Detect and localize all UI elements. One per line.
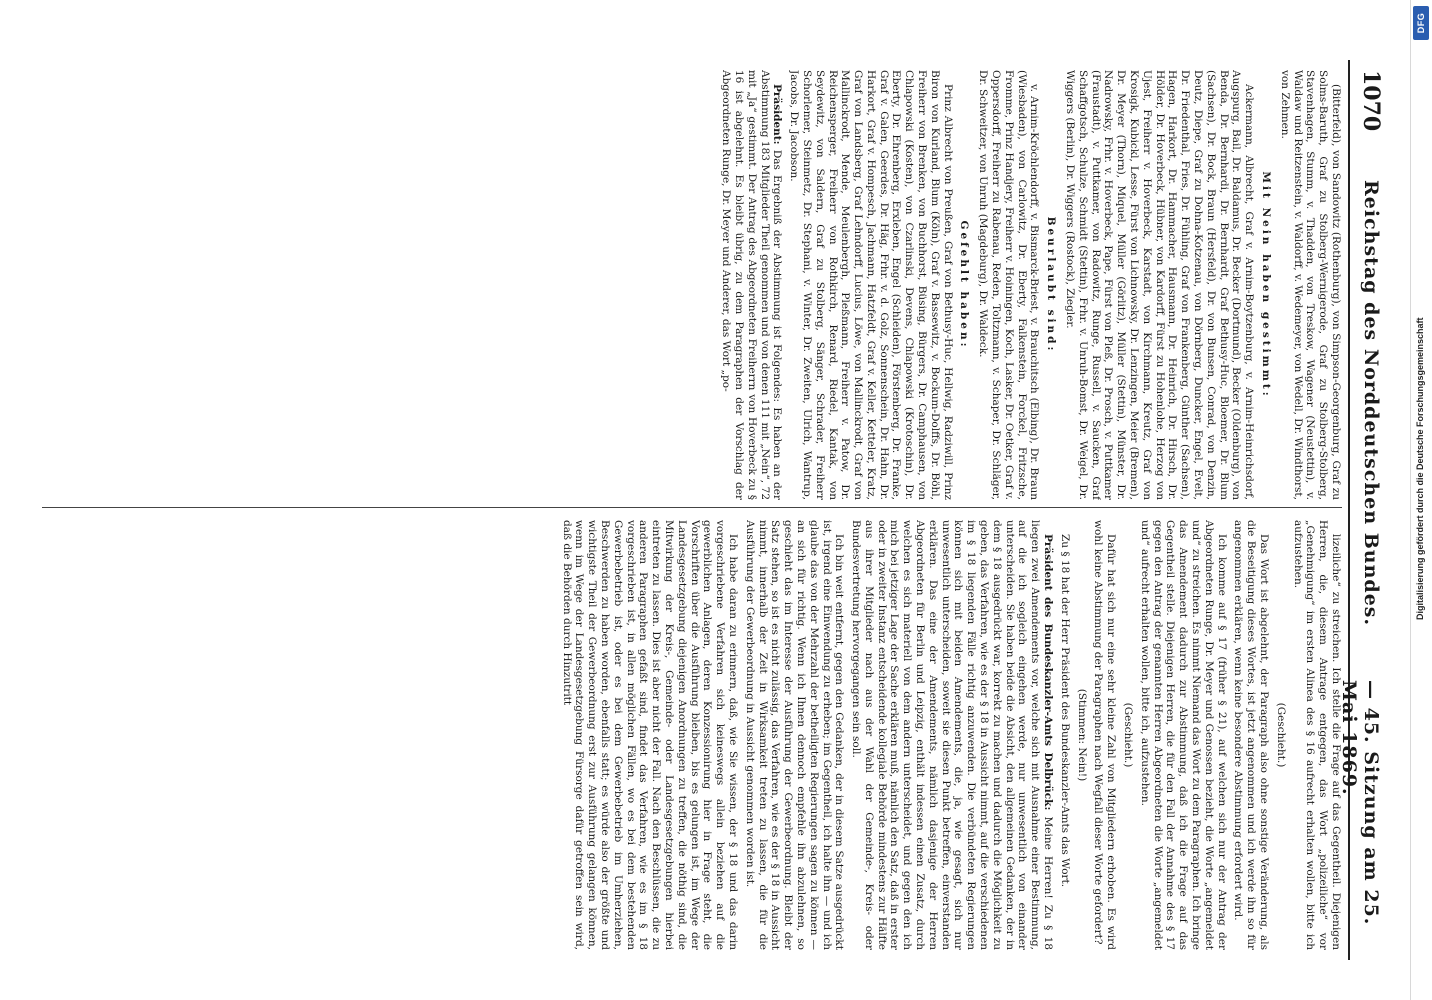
stage-direction: (Stimmen: Nein!): [1075, 688, 1088, 782]
dfg-funding-note: Digitalisierung gefördert durch die Deutsche Forschungsgemeinschaft: [1415, 317, 1425, 620]
column-divider: [42, 507, 1342, 508]
paragraph: Das Wort ist abgelehnt, der Paragraph also ohne sonstige Veränderung, als die Beseitigung dieses Wortes, ist jetzt angenommen und ich werde ihn so für angenommen erklären, wenn keine besondere Abstimmung erfordert wird.: [1232, 520, 1271, 950]
session-title: — 45. Sitzung am 25. Mai 1869.: [1338, 680, 1382, 926]
left-column: [42, 70, 1342, 500]
paragraph: Ich habe daran zu erinnern, daß, wie Sie wissen, der § 18 und das darin vorgeschriebene Verfahren sich keineswegs allein beziehen auf die gewerblichen Anlagen, deren Konzessionirung hier in Frage steht, die Vorschriften über die Ausführung bleiben, bis es gelungen ist, im Wege der Landesgesetzgebung diejenigen Anordnungen zu treffen, die nöthig sind, die Mitwirkung der Kreis-, Gemeinde- oder Landesgesetzgebungen hierbei eintreten zu lassen. Dies ist aber nicht der Fall. Nach den Beschlüssen, die zu anderen Paragraphen gefaßt sind, findet das Verfahren, wie es im § 18 vorgeschrieben ist, in allen möglichen Fällen, wo es bei dem bestehenden Gewerbebetrieb ist, oder es bei dem Gewerbebetrieb im Umherziehen, Beschwerden zu haben worden, ebenfalls statt; es würde also der größte und wichtigste Theil der Gewerbeordnung erst zur Ausführung gelangen können, wenn im Wege der Landesgesetzgebung Fürsorge dafür getroffen sein wird, daß die Behörden durch Hinzutritt: [560, 520, 739, 950]
speech-paragraph: [849, 520, 1054, 950]
nein-heading: Mit Nein haben gestimmt:: [1260, 171, 1273, 399]
speaker-label: Präsident:: [771, 84, 784, 145]
paragraph: lizeiliche“ zu streichen. Ich stelle die Frage auf das Gegentheil. Diejenigen Herren, die, diesem Antrage entgegen, das Wort „polizeiliche“ vor „Genehmigung“ im ersten Alinea des § 16 aufrecht erhalten wollen, bitte ich aufzustehen.: [1291, 520, 1342, 950]
stage-direction: (Geschieht.): [1274, 702, 1287, 768]
speech-text: Meine Herren! Zu § 18 liegen zwei Amendements vor, welche sich mit Ausnahme einer Bestimmung, auf die ich sogleich eingehen werde, nur unwesentlich von einander unterscheiden. Sie haben beide die Absicht, den allgemeinen Gedanken, der in dem § 18 ausgedrückt war, korrekt zu machen und dadurch die Möglichkeit zu geben, das Verfahren, wie es der § 18 in Aussicht nimmt, auf die verschiedenen im § 18 liegenden Fälle richtig anzuwenden. Die verbündeten Regierungen können sich mit beiden Amendements, die, ja, wie gesagt, sich nur unwesentlich unterscheiden, soweit sie diesen Punkt betreffen, einverstanden erklären. Das eine der Amendements, nämlich dasjenige der Herren Abgeordneten für Berlin und Leipzig, enthält indessen einen Zusatz, durch welchen es sich materiell von dem andern unterscheidet, und gegen den ich mich bei jetziger Lage der Sache erklären muß, nämlich den Satz, daß in erster oder in zweiter Instanz entscheidende kollegiale Behörde mindestens zur Hälfte aus ihrer Mitglieder nach aus der Wahl der Gemeinde-, Kreis- oder Bundesvertretung hervorgegangen sein soll.: [850, 520, 1055, 950]
paragraph: Ich komme auf § 17 (früher § 21), auf welchen sich nur der Antrag der Abgeordneten Runge, Dr. Meyer und Genossen bezieht, die Worte „angemeldet und“ zu streichen. Es nimmt Niemand das Wort zu dem Paragraphen. Ich bringe das Amendement dadurch zur Abstimmung, daß ich die Frage auf das Gegentheil stelle. Diejenigen Herren, die für den Fall der Annahme des § 17 gegen den Antrag der genannten Herren Abgeordneten die Worte „angemeldet und“ aufrecht erhalten wollen, bitte ich, aufzustehen.: [1138, 520, 1228, 950]
scanned-page: [30, 60, 1390, 960]
speaker-label: Präsident des Bundeskanzler-Amts Delbrück:: [1042, 534, 1055, 811]
names-list-beurlaubt: v. Arnim-Kröchlendorff, v. Bismarck-Briest, v. Brauchitsch (Elbing), Dr. Braun (Wiesbaden), von Carlowitz, Dr. Eberty, Falkenstein, Forckel, Fritzsche, Fromme, Prinz Handjery, Freiherr v. Hoiningen, Koch, Lasker, Dr. Oetker, Graf v. Oppersdorff, Freiherr zu Rabenau, Reden, Toltzmann, v. Schaper, Dr. Schläger, Dr. Schweitzer, von Unruh (Magdeburg), Dr. Waldeck.: [977, 70, 1041, 500]
beurlaubt-heading: Beurlaubt sind:: [1045, 216, 1058, 354]
dfg-logo-badge: [1413, 6, 1429, 40]
names-list-nein: Ackermann, Albrecht, Graf v. Arnim-Boytzenburg, v. Arnim-Heinrichsdorf, Augspurg, Bail, Dr. Baldamus, Dr. Becker (Dortmund), Becker (Oldenburg), von Benda, Dr. Bernhardi, Dr. Bernhardt, Graf Bethusy-Huc, Bloemer, Dr. Blum (Sachsen), Dr. Bock, Braun (Hersfeld), Dr. von Bunsen, Conrad, von Denzin, Deutz, Diepe, Graf zu Dohna-Kotzenau, von Dörnberg, Duncker, Engel, Evelt, Dr. Friedenthal, Fries, Dr. Fühling, Graf von Frankenberg, Günther (Sachsen), Hagen, Harkort, Dr. Hammacher, Hausmann, Dr. Heinrich, Dr. Hirsch, Dr. Hölder, Dr. Hoverbeck, Hübner, von Kardorff, Fürst zu Hohenlohe, Herzog von Ujest, Freiherr v. Hoverbeck, Karstadt, von Kirchmann, Kreutz, Graf von Krosigk, Kubickl, Lesse, Fürst von Lichnowsky, Dr. Lenzingen, Meier (Bremen), Dr. Meyer (Thorn), Miquel, Müller (Görlitz), Müller (Stettin), Münster, Dr. Nadrowsky, Frhr. v. Hoverbeck, Pape, Fürst von Pleß, Dr. Prosch, v. Puttkamer (Fraustadt), v. Puttkamer, von Radowitz, Runge, Russell, v. Saucken, Graf Schaffgotsch, Schulze, Schmidt (Stettin), Frhr. v. Unruh-Bomst, Dr. Weigel, Dr. Wiggers (Berlin), Dr. Wiggers (Rostock), Ziegler.: [1064, 70, 1256, 500]
names-list-ja: (Bitterfeld), von Sandowitz (Rothenburg), von Simpson-Georgenburg, Graf zu Solms-Baruth, Graf zu Stolberg-Wernigerode, Graf zu Stolberg-Stolberg, Stavenhagen, Stumm, v. Thadden, von Treskow, Wagener (Neustettin), v. Waldaw und Reitzenstein, v. Waldorff, v. Wedemeyer, von Wedell, Dr. Windthorst, von Zehmen.: [1278, 70, 1342, 500]
page-header: [1338, 60, 1390, 960]
right-column: [42, 520, 1342, 950]
praesident-paragraph: [719, 70, 783, 500]
paragraph: Dafür hat sich nur eine sehr kleine Zahl von Mitgliedern erhoben. Es wird wohl keine Abstimmung der Paragraphen nach Wegfall dieser Worte gefordert?: [1092, 520, 1118, 950]
dfg-logo-text: DFG: [1416, 12, 1426, 34]
page-number: 1070: [1358, 70, 1384, 132]
speech-text: Das Ergebniß der Abstimmung ist Folgendes: Es haben an der Abstimmung 183 Mitglieder Theil genommen und von denen 111 mit „Nein“, 72 mit „Ja“ gestimmt. Der Antrag des Abgeordneten Freiherrn von Hoverbeck zu § 16 ist abgelehnt. Es bleibt übrig, zu dem Paragraphen der Vorschlag der Abgeordneten Runge, Dr. Meyer und Anderer, das Wort „po-: [720, 70, 784, 500]
paragraph: Ich bin weit entfernt, gegen den Gedanken, der in diesem Satze ausgedrückt ist, irgend eine Einwendung zu erheben; im Gegentheil, ich halte ihn — und ich glaube das von der Mehrzahl der betheiligten Regierungen sagen zu können — an sich für richtig. Wenn ich Ihnen dennoch empfehle ihn abzulehnen, so geschieht das im Interesse der Ausführung der Gewerbeordnung. Bleibt der Satz stehen, so ist es nicht zulässig, das Verfahren, wie es der § 18 in Aussicht nimmt, innerhalb der Zeit in Wirksamkeit treten zu lassen, die für die Ausführung der Gewerbeordnung in Aussicht genommen worden ist.: [743, 520, 846, 950]
running-title: Reichstag des Norddeutschen Bundes.: [1360, 180, 1382, 627]
names-list-gefehlt: Prinz Albrecht von Preußen, Graf von Bethusy-Huc, Hellwig, Radziwill, Prinz Biron von Kurland, Blum (Köln), Graf v. Bassewitz, v. Bockum-Dolffs, Dr. Böhl, Freiherr von Brenken, von Buchhorst, Büsing, Bürgers, Dr. Camphausen, von Chlapowski (Kosten), von Czarlinski, Devens, Chlapowski (Krotoschin), Dr. Eberty, Dr. Ehrenberg, Erxleben, Engel (Schleiden), Förstenberg, Dr. Franke, Graf v. Galen, Geerdes, Dr. Häg, Frhr. v. d. Golz, Sonnenschein, Dr. Hahn, Dr. Harkort, Graf v. Hompesch, Jachmann, Hatzfeldt, Graf v. Keller, Ketteler, Kratz, Graf von Landsberg, Graf Lehndorff, Lucius, Löwe, von Mallinckrodt, Graf von Mallinckrodt, Mende, Meulenbergh, Pleßmann, Freiherr v. Patow, Dr. Reichensperger, Freiherr von Rothkirch, Renard, Riedel, Kantak, von Seydewitz, von Saldern, Graf zu Stolberg, Sänger, Schrader, Freiherr Schorlemer, Steinmetz, Dr. Stephani, v. Winter, Dr. Zweiten, Ulrich, Wantrup, Jacobs, Dr. Jacobson.: [788, 70, 954, 500]
stage-direction: (Geschieht.): [1122, 702, 1135, 768]
paragraph: Zu § 18 hat der Herr Präsident des Bundeskanzler-Amts das Wort.: [1058, 534, 1071, 888]
gefehlt-heading: Gefehlt haben:: [958, 220, 971, 350]
